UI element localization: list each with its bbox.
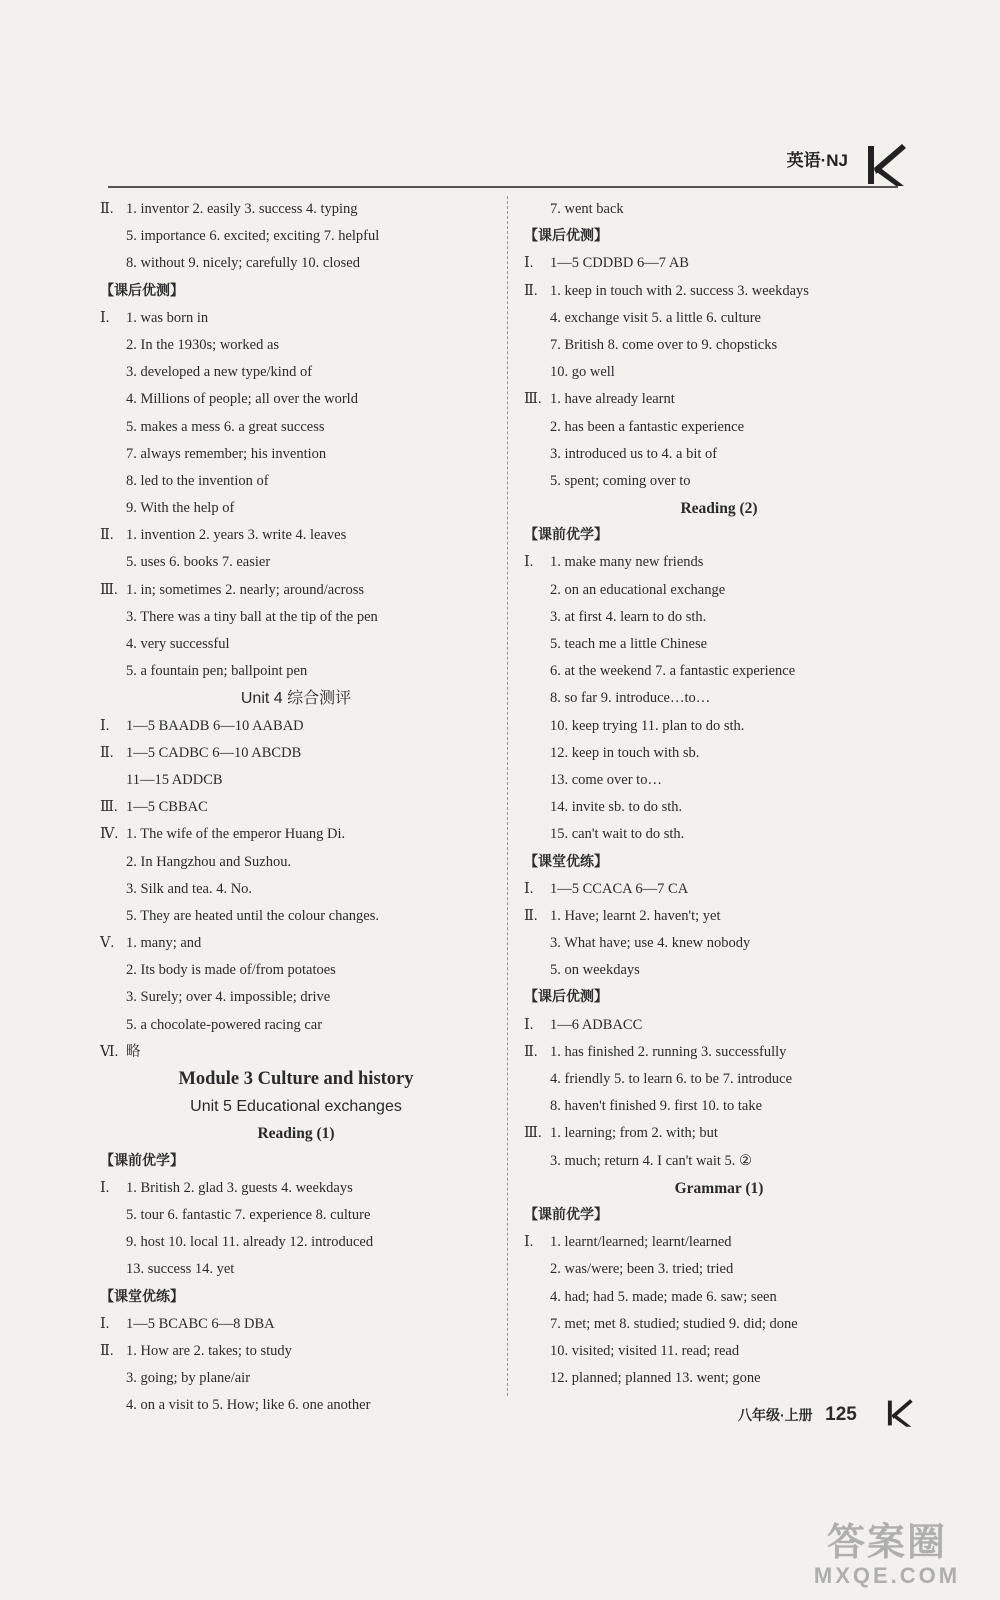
answer-text: 1—5 BAADB 6—10 AABAD — [126, 717, 304, 734]
answer-line — [100, 821, 492, 848]
answer-line: 3. much; return 4. I can't wait 5. ② — [550, 1152, 753, 1169]
column-divider — [507, 196, 508, 1396]
answer-line — [100, 305, 492, 332]
answer-text: 1. have already learnt — [550, 391, 675, 408]
section-heading: 【课前优学】 — [524, 1206, 608, 1223]
answer-line: 4. Millions of people; all over the world — [126, 391, 358, 408]
answer-line: 10. visited; visited 11. read; read — [550, 1342, 740, 1359]
answer-line: 3. There was a tiny ball at the tip of the pen — [126, 608, 378, 625]
answer-text: 1—6 ADBACC — [550, 1016, 643, 1033]
answer-text: 略 — [126, 1043, 141, 1060]
answer-text: 1. make many new friends — [550, 554, 704, 571]
answer-line: 14. invite sb. to do sth. — [550, 799, 683, 816]
answer-line: 4. on a visit to 5. How; like 6. one another — [126, 1397, 371, 1414]
left-column — [100, 196, 492, 1419]
answer-text: 1. British 2. glad 3. guests 4. weekdays — [126, 1179, 353, 1196]
answer-line: 9. With the help of — [126, 500, 235, 517]
answer-line: 9. host 10. local 11. already 12. introduced — [126, 1234, 374, 1251]
module-title: Module 3 Culture and history — [178, 1069, 414, 1089]
answer-text: 1—5 CBBAC — [126, 799, 208, 816]
lesson-title: Reading (2) — [680, 500, 758, 518]
section-heading: 【课堂优练】 — [524, 853, 608, 870]
roman-numeral: Ⅰ. — [524, 880, 534, 897]
answer-line — [524, 250, 914, 277]
answer-text: 1—5 CADBC 6—10 ABCDB — [126, 744, 302, 761]
roman-numeral: Ⅱ. — [100, 744, 114, 761]
answer-line — [100, 740, 492, 767]
answer-text: 1—5 CDDBD 6—7 AB — [550, 255, 689, 272]
footer-grade: 八年级·上册 — [738, 1407, 813, 1423]
answer-text: 1. in; sometimes 2. nearly; around/across — [126, 581, 364, 598]
answer-line: 2. was/were; been 3. tried; tried — [550, 1261, 734, 1278]
answer-line: 13. come over to… — [550, 771, 662, 788]
roman-numeral: Ⅰ. — [524, 255, 534, 272]
footer-logo-icon — [884, 1398, 914, 1428]
answer-text: 1. How are 2. takes; to study — [126, 1342, 292, 1359]
answer-line — [100, 794, 492, 821]
roman-numeral: Ⅱ. — [100, 201, 114, 217]
answer-text: 1. was born in — [126, 309, 209, 326]
answer-line: 3. What have; use 4. knew nobody — [550, 935, 751, 952]
answer-line: 12. planned; planned 13. went; gone — [550, 1370, 761, 1387]
answer-line: 2. In the 1930s; worked as — [126, 336, 280, 353]
lesson-title: Reading (1) — [257, 1125, 335, 1143]
roman-numeral: Ⅱ. — [100, 1342, 114, 1359]
section-heading: 【课前优学】 — [524, 527, 608, 544]
answer-line: 3. going; by plane/air — [126, 1370, 251, 1387]
answer-line: 5. uses 6. books 7. easier — [126, 554, 271, 571]
answer-line — [100, 930, 492, 957]
answer-line: 10. go well — [550, 364, 615, 381]
roman-numeral: Ⅲ. — [100, 799, 118, 816]
answer-line — [100, 1338, 492, 1365]
roman-numeral: Ⅰ. — [100, 309, 110, 326]
answer-line: 2. on an educational exchange — [550, 581, 726, 598]
answer-line: 3. Silk and tea. 4. No. — [126, 880, 253, 897]
unit-title: Unit 4 综合测评 — [240, 690, 352, 708]
answer-line: 3. developed a new type/kind of — [126, 364, 313, 381]
answer-line: 3. Surely; over 4. impossible; drive — [126, 989, 331, 1006]
answer-line — [524, 1120, 914, 1147]
answer-line: 6. at the weekend 7. a fantastic experience — [550, 663, 796, 680]
answer-line — [524, 876, 914, 903]
answer-line: 2. In Hangzhou and Suzhou. — [126, 853, 292, 870]
answer-line: 5. makes a mess 6. a great success — [126, 418, 325, 435]
answer-text: 1. invention 2. years 3. write 4. leaves — [126, 527, 347, 544]
roman-numeral: Ⅱ. — [524, 1043, 538, 1060]
answer-text: 1. keep in touch with 2. success 3. weekdays — [550, 282, 809, 299]
answer-text: 1. Have; learnt 2. haven't; yet — [550, 907, 721, 924]
page-footer — [738, 1404, 857, 1426]
roman-numeral: Ⅲ. — [524, 1125, 542, 1142]
unit-title: Unit 5 Educational exchanges — [190, 1098, 402, 1116]
roman-numeral: Ⅱ. — [524, 282, 538, 299]
roman-numeral: Ⅳ. — [100, 826, 119, 843]
answer-text: 1. inventor 2. easily 3. success 4. typing — [126, 201, 358, 217]
header-title: 英语·NJ — [786, 151, 848, 170]
section-heading: 【课后优测】 — [524, 989, 608, 1006]
answer-line: 7. British 8. come over to 9. chopsticks — [550, 336, 778, 353]
roman-numeral: Ⅴ. — [100, 935, 115, 952]
roman-numeral: Ⅲ. — [524, 391, 542, 408]
page-header — [108, 151, 898, 188]
section-heading: 【课后优测】 — [100, 282, 184, 299]
answer-line — [524, 1012, 914, 1039]
answer-line — [100, 577, 492, 604]
answer-line: 5. a fountain pen; ballpoint pen — [126, 663, 308, 680]
section-heading: 【课前优学】 — [100, 1152, 184, 1169]
answer-line: 2. Its body is made of/from potatoes — [126, 962, 336, 979]
answer-text: 1—5 CCACA 6—7 CA — [550, 880, 689, 897]
answer-line: 5. teach me a little Chinese — [550, 636, 708, 652]
page-number: 125 — [825, 1404, 857, 1425]
answer-line — [100, 522, 492, 549]
answer-line — [524, 1229, 914, 1256]
answer-line: 7. always remember; his invention — [126, 445, 327, 462]
answer-line: 5. on weekdays — [550, 962, 640, 979]
answer-text: 1. learnt/learned; learnt/learned — [550, 1234, 732, 1251]
lesson-title: Grammar (1) — [674, 1179, 764, 1197]
answer-line: 5. spent; coming over to — [550, 472, 691, 489]
roman-numeral: Ⅵ. — [100, 1043, 119, 1060]
answer-line: 3. at first 4. learn to do sth. — [550, 608, 707, 625]
answer-line — [100, 1175, 492, 1202]
answer-line: 7. met; met 8. studied; studied 9. did; done — [550, 1315, 798, 1332]
answer-text: 1. many; and — [126, 935, 202, 952]
answer-line: 2. has been a fantastic experience — [550, 418, 745, 435]
answer-line: 8. without 9. nicely; carefully 10. closed — [126, 255, 360, 272]
answer-line: 5. They are heated until the colour changes. — [126, 907, 379, 924]
answer-line: 4. very successful — [126, 636, 230, 652]
answer-text: 1. learning; from 2. with; but — [550, 1125, 718, 1142]
right-column — [524, 196, 914, 1392]
section-heading: 【课堂优练】 — [100, 1288, 184, 1305]
answer-line: 4. exchange visit 5. a little 6. culture — [550, 309, 761, 326]
answer-line — [524, 903, 914, 930]
answer-line — [100, 1039, 492, 1066]
answer-line — [524, 1039, 914, 1066]
watermark — [802, 1522, 972, 1592]
answer-text: 1—5 BCABC 6—8 DBA — [126, 1315, 275, 1332]
answer-line: 8. led to the invention of — [126, 472, 269, 489]
answer-line — [100, 1311, 492, 1338]
section-heading: 【课后优测】 — [524, 228, 608, 245]
answer-text: 1. The wife of the emperor Huang Di. — [126, 826, 346, 843]
answer-line: 12. keep in touch with sb. — [550, 744, 700, 761]
answer-text: 1. has finished 2. running 3. successfully — [550, 1043, 787, 1060]
answer-line: 10. keep trying 11. plan to do sth. — [550, 717, 745, 734]
answer-line: 7. went back — [550, 201, 624, 217]
roman-numeral: Ⅰ. — [524, 554, 534, 571]
answer-line: 8. haven't finished 9. first 10. to take — [550, 1098, 763, 1115]
answer-line: 3. introduced us to 4. a bit of — [550, 445, 718, 462]
answer-line: 11—15 ADDCB — [126, 771, 223, 788]
answer-line — [100, 713, 492, 740]
answer-line — [100, 196, 492, 223]
answer-line: 5. importance 6. excited; exciting 7. helpful — [126, 228, 380, 245]
answer-line: 13. success 14. yet — [126, 1261, 235, 1278]
roman-numeral: Ⅰ. — [100, 1179, 110, 1196]
answer-line — [524, 278, 914, 305]
answer-line: 4. had; had 5. made; made 6. saw; seen — [550, 1288, 777, 1305]
roman-numeral: Ⅱ. — [524, 907, 538, 924]
roman-numeral: Ⅰ. — [524, 1016, 534, 1033]
answer-line: 15. can't wait to do sth. — [550, 826, 685, 843]
roman-numeral: Ⅰ. — [524, 1234, 534, 1251]
roman-numeral: Ⅰ. — [100, 717, 110, 734]
watermark-top: 答案圈 — [826, 1522, 947, 1564]
roman-numeral: Ⅰ. — [100, 1315, 110, 1332]
answer-line — [524, 386, 914, 413]
answer-line: 5. a chocolate-powered racing car — [126, 1016, 323, 1033]
watermark-bottom: MXQE.COM — [813, 1563, 961, 1588]
answer-line — [524, 549, 914, 576]
answer-line: 4. friendly 5. to learn 6. to be 7. introduce — [550, 1071, 793, 1087]
brand-logo-icon — [862, 142, 908, 188]
roman-numeral: Ⅲ. — [100, 581, 118, 598]
answer-line: 5. tour 6. fantastic 7. experience 8. culture — [126, 1206, 371, 1223]
roman-numeral: Ⅱ. — [100, 527, 114, 544]
answer-line: 8. so far 9. introduce…to… — [550, 690, 711, 707]
